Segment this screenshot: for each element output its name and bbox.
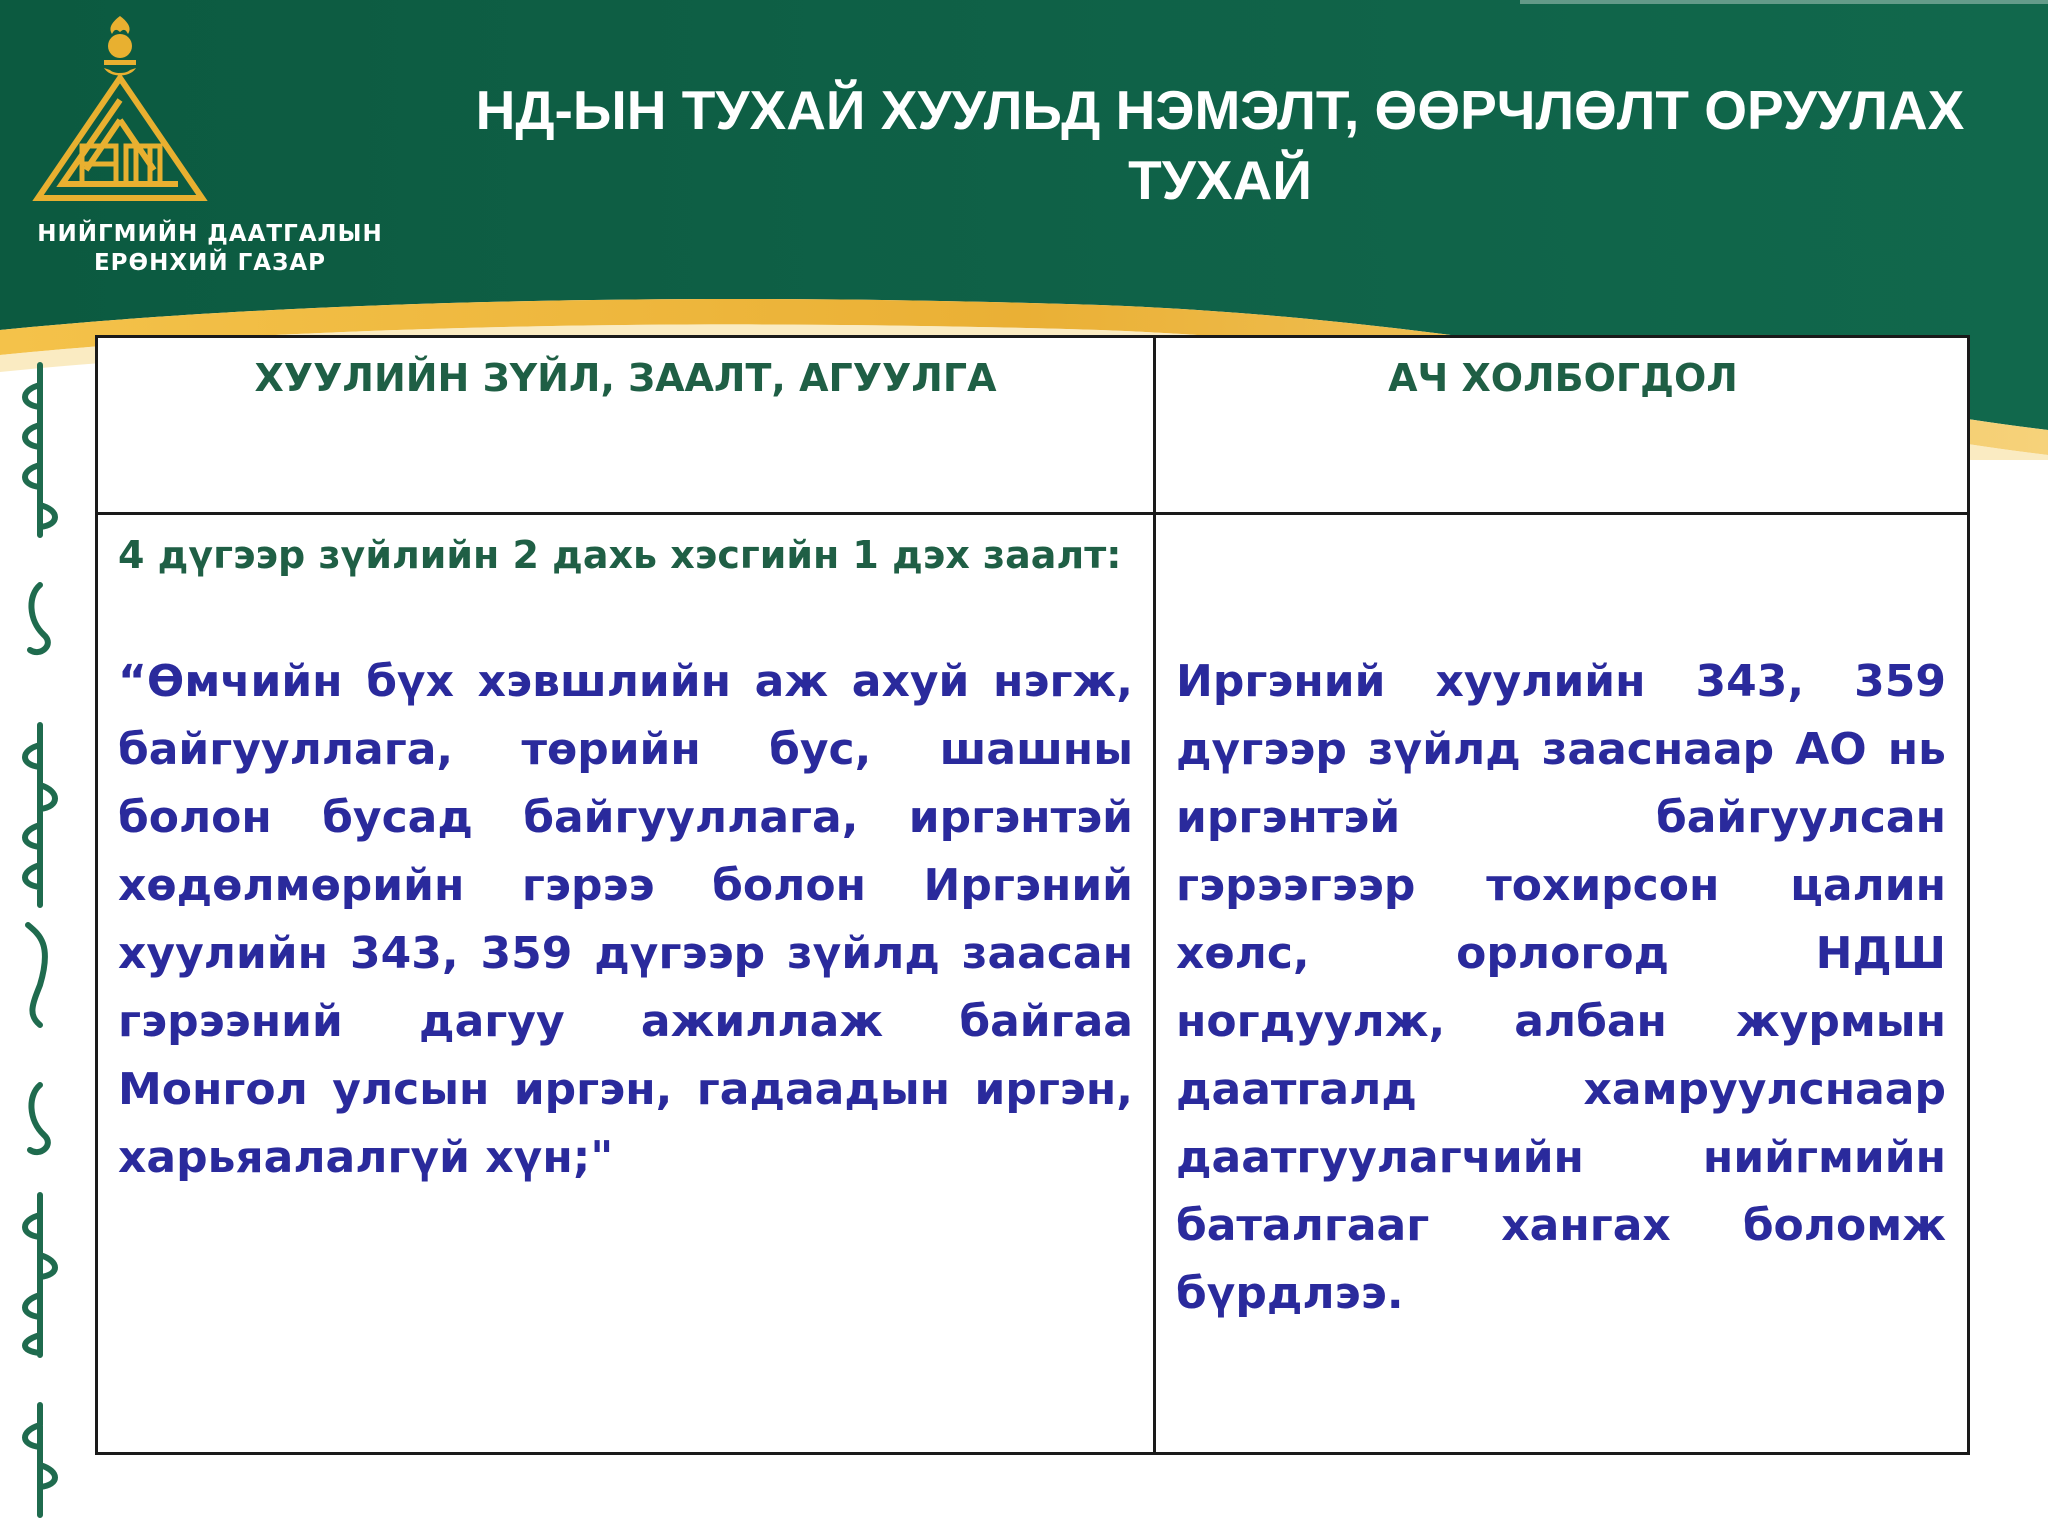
article-reference: 4 дүгээр зүйлийн 2 дахь хэсгийн 1 дэх заалт:	[118, 533, 1122, 577]
organization-logo	[20, 8, 400, 278]
table-header-divider	[98, 512, 1967, 515]
column-header-law-article: ХУУЛИЙН ЗҮЙЛ, ЗААЛТ, АГУУЛГА	[254, 356, 997, 400]
law-amendment-table	[95, 335, 1970, 1455]
organization-name-line1: НИЙГМИЙН ДААТГАЛЫН	[37, 221, 383, 247]
organization-name-line2: ЕРӨНХИЙ ГАЗАР	[93, 250, 327, 276]
significance-text: Иргэний хуулийн 343, 359 дүгээр зүйлд зааснаар АО нь иргэнтэй байгуулсан гэрээгээр тохирсон цалин хөлс, орлогод НДШ ногдуулж, албан журмын даатгалд хамруулснаар даатгуулагчийн нийгмийн баталгааг хангах боломж бүрдлээ.	[1176, 656, 1946, 1319]
column-header-significance: АЧ ХОЛБОГДОЛ	[1388, 356, 1738, 400]
mongolian-script-icon	[0, 345, 70, 1525]
page-title: НД-ЫН ТУХАЙ ХУУЛЬД НЭМЭЛТ, ӨӨРЧЛӨЛТ ОРУУЛАХ ТУХАЙ	[475, 79, 1965, 211]
law-text: “Өмчийн бүх хэвшлийн аж ахуй нэгж, байгууллага, төрийн бус, шашны болон бусад байгууллага, иргэнтэй хөдөлмөрийн гэрээ болон Иргэний хуулийн 343, 359 дүгээр зүйлд заасан гэрээний дагуу ажиллаж байгаа Монгол улсын иргэн, гадаадын иргэн, харьяалалгүй хүн;"	[118, 656, 1133, 1183]
social-insurance-emblem-icon	[20, 8, 220, 218]
table-column-divider	[1153, 338, 1156, 1452]
organization-name	[20, 220, 400, 278]
